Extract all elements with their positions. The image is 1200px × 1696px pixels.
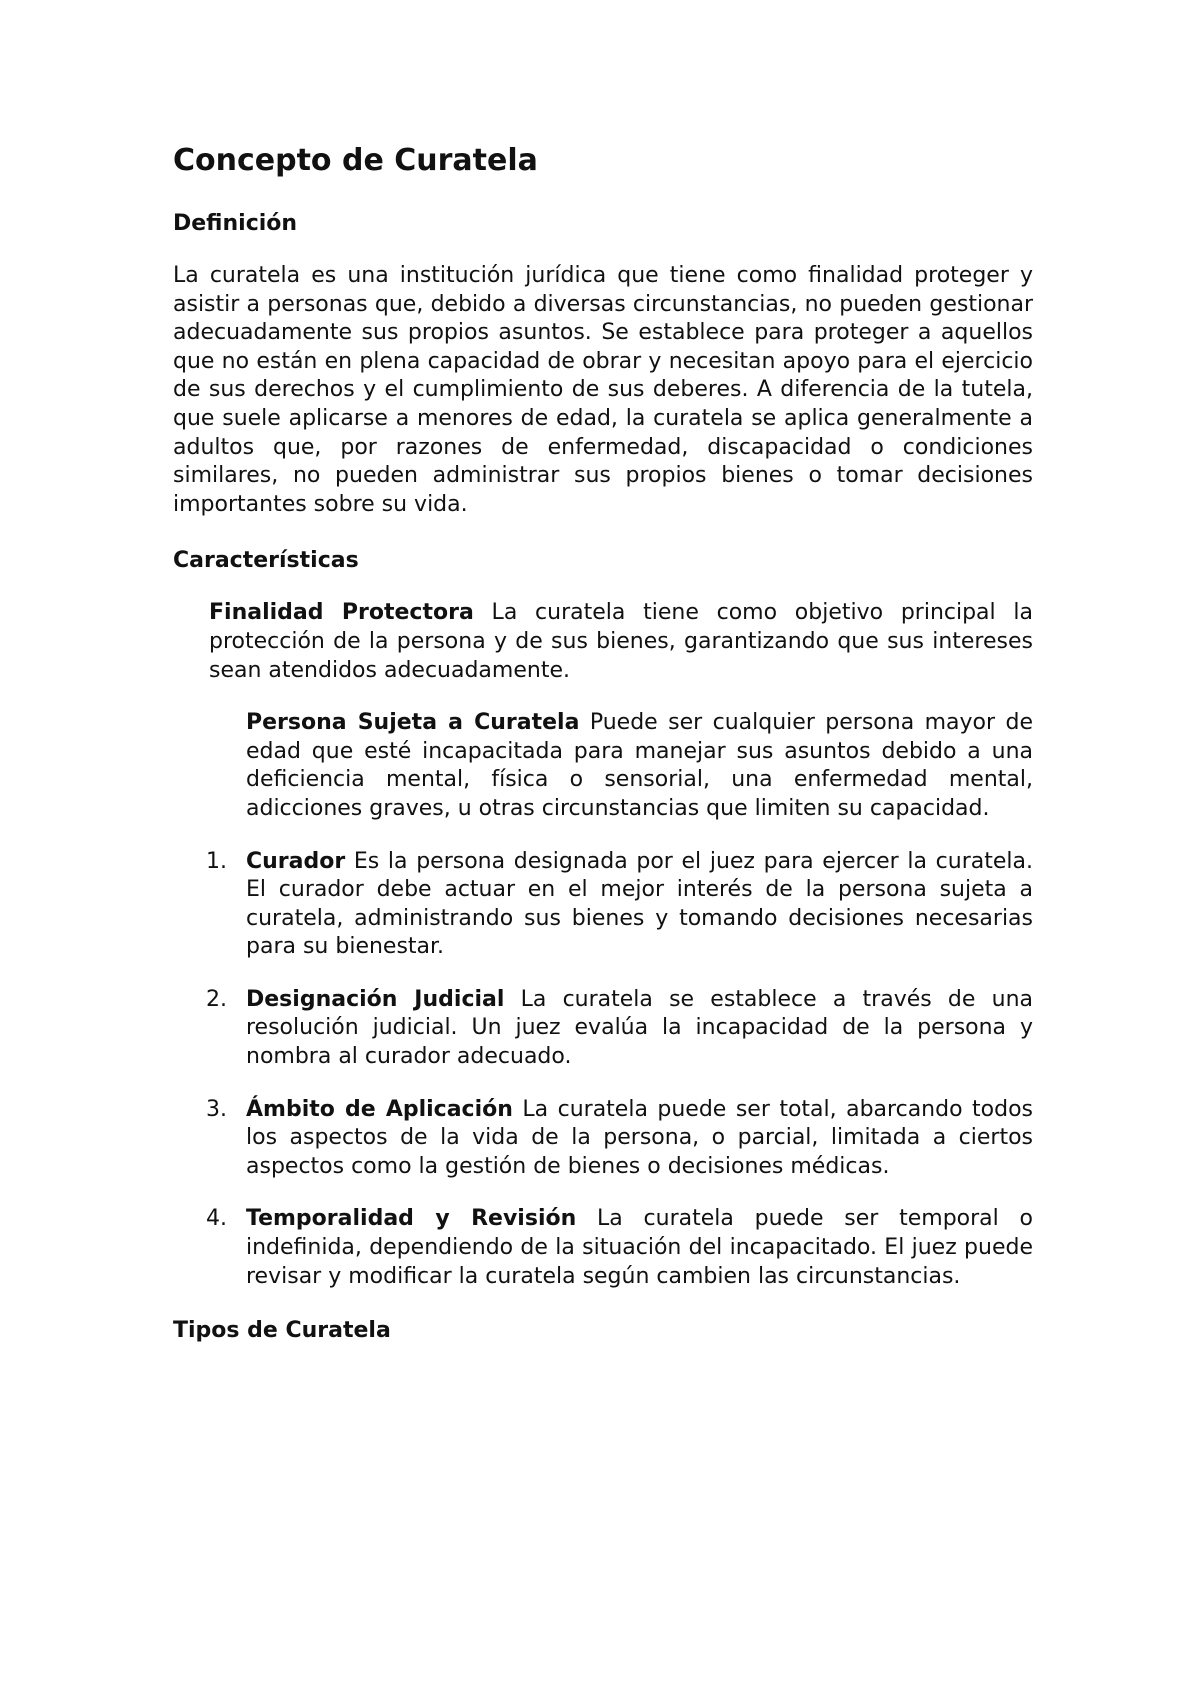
list-item-term: Curador [246, 848, 346, 874]
list-item-text: Es la persona designada por el juez para ejercer la curatela. El curador debe actuar en el mejor interés de la persona sujeta a curatela, administrando sus bienes y tomando decisiones necesarias para su bienestar. [246, 848, 1033, 960]
list-item [206, 848, 1033, 962]
list-item-text: La curatela puede ser temporal o indefinida, dependiendo de la situación del incapacitado. El juez puede revisar y modificar la curatela según cambien las circunstancias. [246, 1206, 1033, 1289]
list-item [206, 1096, 1033, 1182]
list-item-text: La curatela se establece a través de una resolución judicial. Un juez evalúa la incapacidad de la persona y nombra al curador adecuado. [246, 986, 1033, 1070]
section-heading-caracteristicas: Características [173, 548, 359, 574]
finalidad-term: Finalidad Protectora [209, 600, 474, 626]
list-item-term: Temporalidad y Revisión [246, 1206, 577, 1232]
list-number: 3. [206, 1096, 227, 1122]
list-number: 4. [206, 1206, 227, 1232]
list-number: 2. [206, 986, 227, 1012]
persona-paragraph [246, 709, 1033, 823]
list-item [206, 1205, 1033, 1291]
list-number: 1. [206, 848, 227, 874]
list-item-text: La curatela puede ser total, abarcando todos los aspectos de la vida de la persona, o parcial, limitada a ciertos aspectos como la gestión de bienes o decisiones médicas. [246, 1096, 1033, 1179]
page-title: Concepto de Curatela [173, 143, 538, 178]
section-heading-tipos: Tipos de Curatela [173, 1318, 391, 1344]
list-item-term: Designación Judicial [246, 986, 505, 1012]
finalidad-paragraph [209, 599, 1033, 685]
persona-term: Persona Sujeta a Curatela [246, 710, 580, 736]
list-item [206, 986, 1033, 1072]
persona-text: Puede ser cualquier persona mayor de edad que esté incapacitada para manejar sus asuntos debido a una deficiencia mental, física o sensorial, una enfermedad mental, adicciones graves, u otras circunstancias que limiten su capacidad. [246, 710, 1033, 821]
definicion-paragraph: La curatela es una institución jurídica que tiene como finalidad proteger y asistir a personas que, debido a diversas circunstancias, no pueden gestionar adecuadamente sus propios asuntos. Se establece para proteger a aquellos que no están en plena capacidad de obrar y necesitan apoyo para el ejercicio de sus derechos y el cumplimiento de sus deberes. A diferencia de la tutela, que suele aplicarse a menores de edad, la curatela se aplica generalmente a adultos que, por razones de enfermedad, discapacidad o condiciones similares, no pueden administrar sus propios bienes o tomar decisiones importantes sobre su vida. [173, 263, 1033, 517]
section-heading-definicion: Definición [173, 211, 298, 236]
finalidad-text: La curatela tiene como objetivo principal la protección de la persona y de sus bienes, garantizando que sus intereses sean atendidos adecuadamente. [209, 600, 1033, 683]
list-item-term: Ámbito de Aplicación [246, 1096, 513, 1122]
document-page [173, 138, 1033, 1349]
